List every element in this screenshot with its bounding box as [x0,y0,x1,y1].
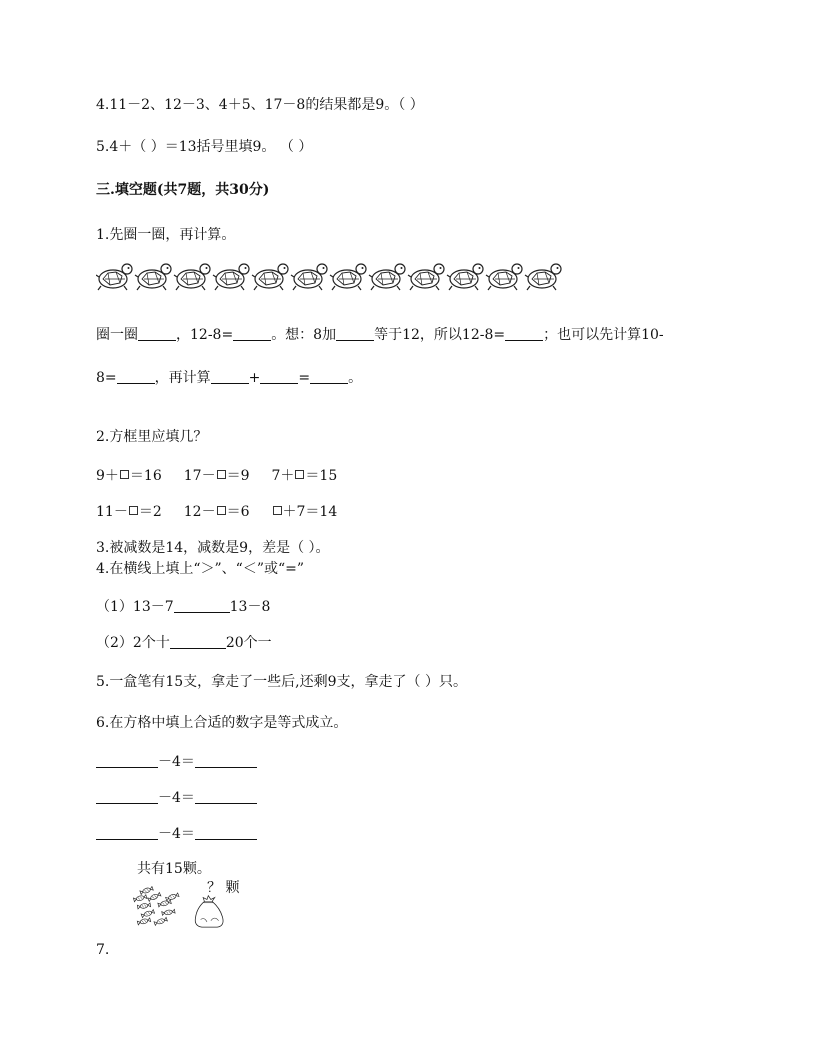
question-3: 3.被减数是14，减数是9，差是（ ）。 [96,540,330,556]
answer-blank[interactable] [195,789,257,804]
answer-box[interactable] [120,470,129,479]
answer-blank[interactable] [170,634,226,649]
answer-blank[interactable] [195,753,257,768]
candy-icon [141,909,155,918]
turtle-icon [213,264,249,290]
candy-icon [133,894,147,902]
answer-blank[interactable] [336,326,374,341]
question-2-row-2: 11－ ＝2 12－ ＝6 ＋7＝14 [96,504,338,520]
candy-icon [158,900,172,908]
turtle-icon [96,264,132,290]
question-1-line-1: 圈一圈 ，12-8= 。想：8加 等于12，所以12-8= ；也可以先计算10- [96,327,664,343]
turtle-row-image [96,259,566,293]
question-6-equation-3: －4＝ [96,824,257,844]
judge-question-4: 4.11－2、12－3、4＋5、17－8的结果都是9。（ ） [96,97,424,113]
question-7-number: 7. [96,942,110,958]
candy-icon [137,903,150,910]
answer-box[interactable] [129,506,138,515]
answer-blank[interactable] [260,369,298,384]
answer-blank[interactable] [233,326,271,341]
answer-box[interactable] [273,506,282,515]
turtle-icon [252,264,288,290]
candy-icon [148,892,162,902]
answer-blank[interactable] [310,369,348,384]
question-4-prompt: 4.在横线上填上“＞”、“＜”或“=” [96,561,305,577]
turtle-icon [135,264,171,290]
answer-blank[interactable] [174,598,230,613]
turtle-icon [291,264,327,290]
candy-icon [137,918,151,926]
section-title-fill-blank: 三.填空题(共7题，共30分) [96,182,270,198]
answer-box[interactable] [217,470,226,479]
answer-blank[interactable] [117,369,155,384]
answer-blank[interactable] [96,753,158,768]
candy-icon [165,893,179,902]
candy-icon [154,917,168,926]
turtle-icon [447,264,483,290]
answer-blank[interactable] [505,326,543,341]
turtle-icon [408,264,444,290]
bag-icon [195,896,223,928]
question-6-prompt: 6.在方格中填上合适的数字是等式成立。 [96,715,348,731]
answer-box[interactable] [217,506,226,515]
answer-blank[interactable] [138,326,176,341]
question-6-equation-1: －4＝ [96,752,257,772]
question-1-prompt: 1.先圈一圈，再计算。 [96,227,236,243]
candy-icon [162,909,175,916]
candy-and-bag-illustration [100,886,260,958]
turtle-icon [330,264,366,290]
question-4-item-1: （1）13－7 13－8 [96,599,271,615]
turtle-icon [174,264,210,290]
answer-blank[interactable] [195,825,257,840]
question-4-item-2: （2）2个十 20个一 [96,635,272,651]
question-2-row-1: 9＋ ＝16 17－ ＝9 7＋ ＝15 [96,468,338,484]
candy-icon [140,886,154,895]
answer-blank[interactable] [211,369,249,384]
candy-total-label: 共有15颗。 [137,861,211,877]
question-6-equation-2: －4＝ [96,788,257,808]
question-1-line-2: 8= ，再计算 + = 。 [96,370,363,386]
turtle-icon [369,264,405,290]
answer-blank[interactable] [96,789,158,804]
question-5: 5.一盒笔有15支，拿走了一些后,还剩9支，拿走了（ ）只。 [96,674,467,690]
answer-box[interactable] [295,470,304,479]
candy-unknown-label: ？ 颗 [207,880,240,896]
question-2-prompt: 2.方框里应填几？ [96,429,208,445]
turtle-icon [486,264,522,290]
turtle-icon [525,264,561,290]
answer-blank[interactable] [96,825,158,840]
judge-question-5: 5.4＋（ ）＝13括号里填9。 （ ） [96,139,313,155]
